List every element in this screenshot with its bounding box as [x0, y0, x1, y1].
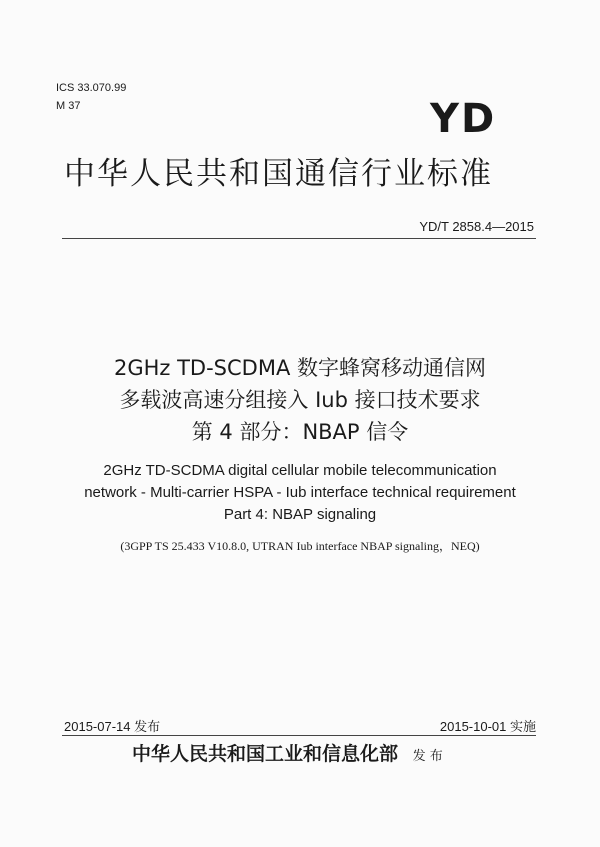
title-zh-3: 第 4 部分：NBAP 信令 [191, 420, 409, 444]
ics-code: ICS 33.070.99 [56, 82, 127, 94]
title-en-1: 2GHz TD-SCDMA digital cellular mobile telecommunication [103, 462, 497, 479]
class-code: M 37 [56, 100, 81, 112]
title-en-3: Part 4: NBAP signaling [223, 506, 377, 523]
issuer-suffix: 发 布 [412, 749, 443, 764]
standard-number: YD/T 2858.4—2015 [419, 219, 534, 234]
header-rule [62, 238, 536, 239]
yd-logo: YD [430, 96, 497, 142]
footer-rule [62, 735, 536, 736]
issue-date: 2015-07-14 发布 [64, 719, 161, 734]
implement-date: 2015-10-01 实施 [439, 719, 536, 734]
title-en-2: network - Multi-carrier HSPA - Iub interface technical requirement [84, 484, 516, 501]
org-title: 中华人民共和国通信行业标准 [64, 156, 493, 192]
issuer-name: 中华人民共和国工业和信息化部 [132, 743, 399, 765]
title-zh-1: 2GHz TD-SCDMA 数字蜂窝移动通信网 [113, 356, 487, 380]
issuer [132, 739, 443, 766]
title-zh-2: 多载波高速分组接入 Iub 接口技术要求 [119, 388, 481, 412]
equivalence-note: (3GPP TS 25.433 V10.8.0, UTRAN Iub interface NBAP signaling，NEQ) [120, 539, 480, 553]
